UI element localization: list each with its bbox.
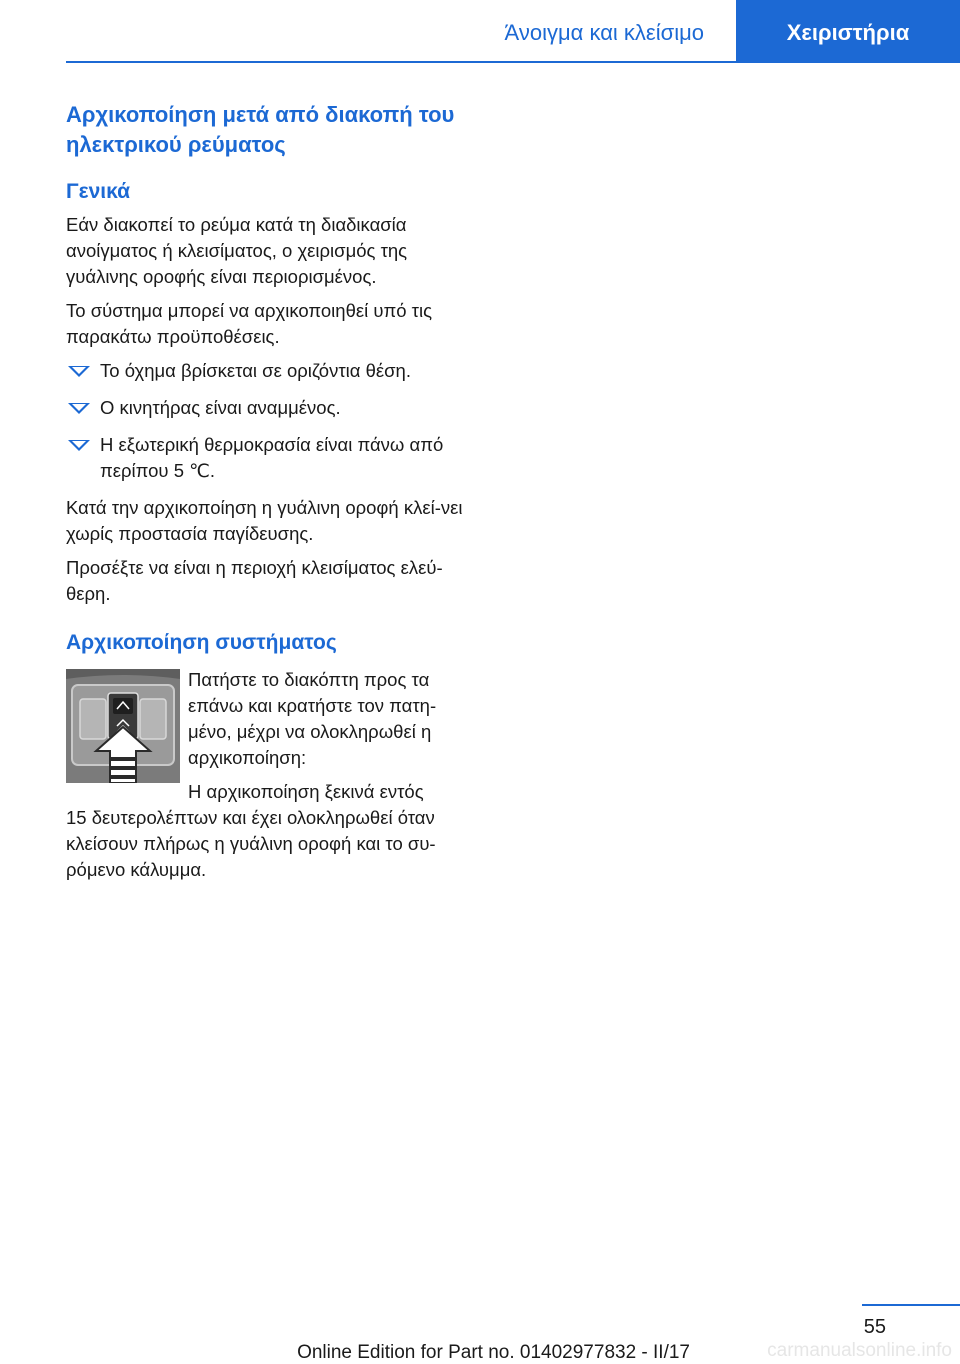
- roof-switch-icon: [66, 669, 180, 783]
- general-heading: Γενικά: [66, 180, 131, 203]
- footer-rule: [862, 1304, 960, 1306]
- edition-line: Online Edition for Part no. 01402977832 - II/17: [297, 1342, 690, 1363]
- list-item-text: Η εξωτερική θερμοκρασία είναι πάνω από περίπου 5 ℃.: [100, 434, 444, 481]
- figure-block: [66, 667, 478, 805]
- watermark: carmanualsonline.info: [767, 1340, 952, 1361]
- paragraph-keep-area-clear: Προσέξτε να είναι η περιοχή κλεισίματος ελεύ‐θερη.: [66, 557, 443, 604]
- paragraph-power-interruption: Εάν διακοπεί το ρεύμα κατά τη διαδικασία ανοίγματος ή κλεισίματος, ο χειρισμός της γυάλινης οροφής είναι περιορισμένος.: [66, 214, 408, 287]
- paragraph-press-switch: Πατήστε το διακόπτη προς τα επάνω και κρατήστε τον πατη‐μένο, μέχρι να ολοκληρωθεί η αρχικοποίηση:: [188, 669, 437, 768]
- header-chapter-tab: Χειριστήρια: [736, 0, 960, 61]
- conditions-list: [66, 358, 478, 484]
- triangle-bullet-icon: [68, 440, 90, 451]
- page-header: [0, 0, 960, 62]
- paragraph-init-completes: 15 δευτερολέπτων και έχει ολοκληρωθεί όταν κλείσουν πλήρως η γυάλινη οροφή και το συ‐ρόμενο κάλυμμα.: [66, 807, 436, 880]
- page-content: [66, 100, 478, 891]
- list-item: [66, 432, 478, 484]
- roof-switch-illustration: [66, 669, 180, 783]
- triangle-bullet-icon: [68, 366, 90, 377]
- triangle-bullet-icon: [68, 403, 90, 414]
- figure-caption-text: [188, 667, 478, 805]
- list-item-text: Το όχημα βρίσκεται σε οριζόντια θέση.: [100, 360, 411, 381]
- header-section-title: Άνοιγμα και κλείσιμο: [504, 20, 704, 45]
- list-item: [66, 358, 478, 384]
- paragraph-conditions-intro: Το σύστημα μπορεί να αρχικοποιηθεί υπό τις παρακάτω προϋποθέσεις.: [66, 300, 433, 347]
- page-number: 55: [863, 1316, 886, 1338]
- paragraph-init-starts: Η αρχικοποίηση ξεκινά εντός: [188, 781, 424, 802]
- list-item: [66, 395, 478, 421]
- page-title: Αρχικοποίηση μετά από διακοπή του ηλεκτρικού ρεύματος: [66, 102, 455, 157]
- list-item-text: Ο κινητήρας είναι αναμμένος.: [100, 397, 341, 418]
- header-rule: [66, 61, 960, 63]
- paragraph-no-pinch-protection: Κατά την αρχικοποίηση η γυάλινη οροφή κλεί‐νει χωρίς προστασία παγίδευσης.: [66, 497, 463, 544]
- system-init-heading: Αρχικοποίηση συστήματος: [66, 631, 337, 654]
